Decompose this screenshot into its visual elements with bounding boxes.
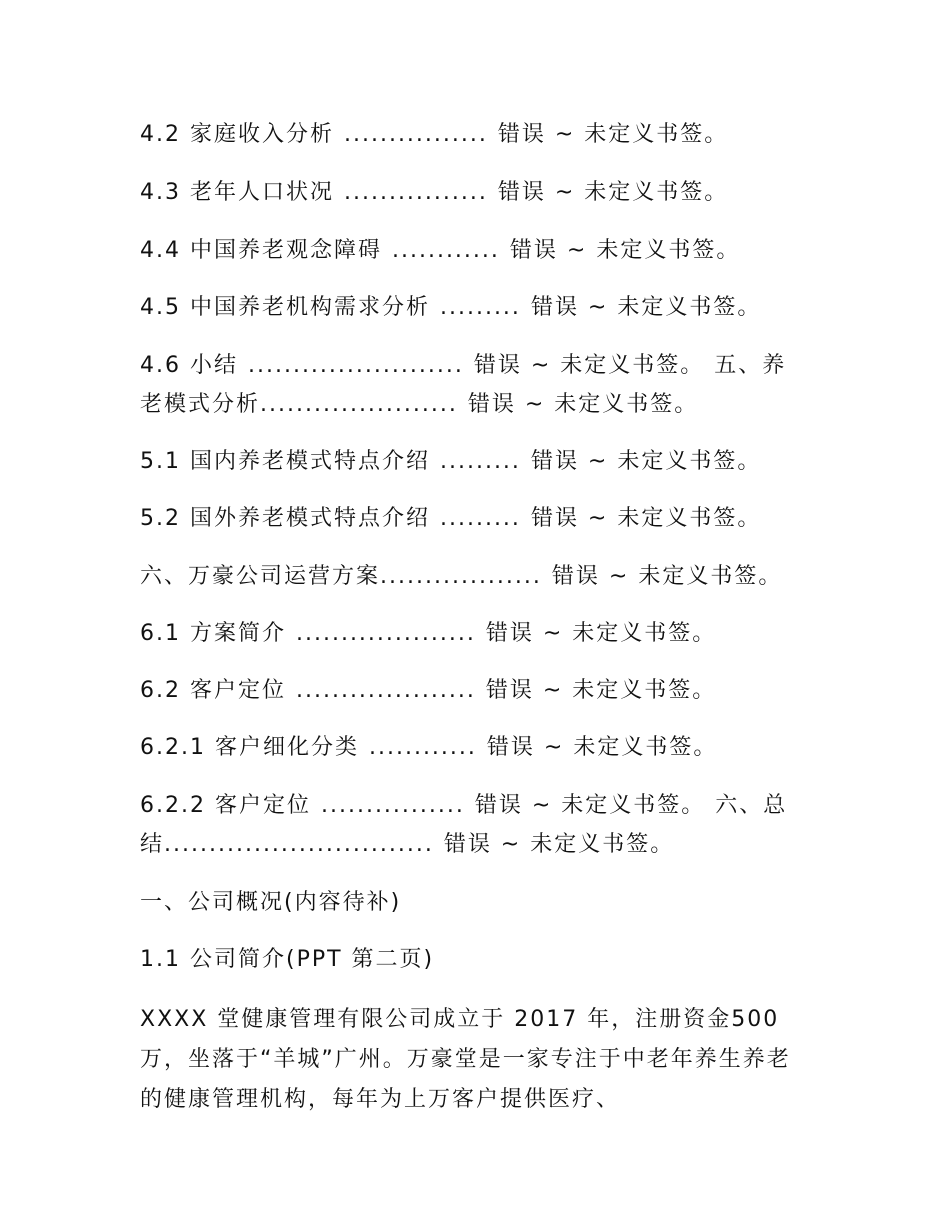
toc-entry-label: 4.3 老年人口状况 xyxy=(140,180,334,205)
toc-entry-tail: 六、总 xyxy=(715,793,788,818)
toc-entry[interactable] xyxy=(140,390,698,420)
toc-entry-label: 4.5 中国养老机构需求分析 xyxy=(140,295,430,320)
toc-entry-label: 六、万豪公司运营方案 xyxy=(140,564,381,589)
toc-entry-label: 4.4 中国养老观念障碍 xyxy=(140,238,382,263)
toc-leader: .................... xyxy=(295,621,476,646)
toc-entry-ref: 错误 ~ 未定义书签。 xyxy=(467,392,699,417)
toc-entry-label: 老模式分析 xyxy=(140,392,261,417)
toc-entry-ref: 错误 ~ 未定义书签。 xyxy=(530,506,762,531)
toc-leader: ................ xyxy=(343,122,488,147)
toc-entry[interactable] xyxy=(140,447,761,477)
toc-leader: .............................. xyxy=(164,832,434,857)
toc-entry-ref: 错误 ~ 未定义书签。 xyxy=(474,793,706,818)
toc-leader: ........................ xyxy=(247,353,464,378)
body-paragraph: XXXX 堂健康管理有限公司成立于 2017 年，注册资金500 万，坐落于“羊城”广州。万豪堂是一家专注于中老年养生养老的健康管理机构，每年为上万客户提供医疗、 xyxy=(140,1007,791,1112)
toc-entry-tail: 五、养 xyxy=(714,353,787,378)
toc-entry[interactable] xyxy=(140,562,782,592)
toc-entry-label: 6.2.2 客户定位 xyxy=(140,793,311,818)
toc-entry-label: 6.1 方案简介 xyxy=(140,621,286,646)
toc-leader: ............ xyxy=(391,238,500,263)
toc-entry[interactable] xyxy=(140,178,728,208)
toc-leader: .................... xyxy=(295,678,476,703)
toc-entry[interactable] xyxy=(140,120,728,150)
toc-entry-ref: 错误 ~ 未定义书签。 xyxy=(443,832,675,857)
toc-entry-ref: 错误 ~ 未定义书签。 xyxy=(485,621,717,646)
toc-entry[interactable] xyxy=(140,293,761,323)
section-heading: 一、公司概况(内容待补) xyxy=(140,890,402,915)
toc-entry-label: 6.2.1 客户细化分类 xyxy=(140,735,359,760)
subsection-heading: 1.1 公司简介(PPT 第二页) xyxy=(140,947,435,972)
toc-leader: ......... xyxy=(439,506,521,531)
toc-entry-label: 4.2 家庭收入分析 xyxy=(140,122,334,147)
toc-entry-label: 6.2 客户定位 xyxy=(140,678,286,703)
toc-leader: .................. xyxy=(380,564,542,589)
toc-leader: ............ xyxy=(368,735,477,760)
toc-entry[interactable] xyxy=(140,733,717,763)
toc-leader: ......... xyxy=(439,449,521,474)
toc-entry-ref: 错误 ~ 未定义书签。 xyxy=(473,353,705,378)
toc-entry-label: 5.1 国内养老模式特点介绍 xyxy=(140,449,430,474)
toc-entry[interactable] xyxy=(140,619,716,649)
toc-entry-ref: 错误 ~ 未定义书签。 xyxy=(530,449,762,474)
toc-entry-label: 5.2 国外养老模式特点介绍 xyxy=(140,506,430,531)
toc-entry-ref: 错误 ~ 未定义书签。 xyxy=(530,295,762,320)
toc-leader: ................ xyxy=(320,793,465,818)
toc-entry[interactable] xyxy=(140,830,674,860)
toc-entry-label: 结 xyxy=(140,832,165,857)
toc-entry-ref: 错误 ~ 未定义书签。 xyxy=(497,180,729,205)
toc-entry-ref: 错误 ~ 未定义书签。 xyxy=(485,678,717,703)
toc-entry-ref: 错误 ~ 未定义书签。 xyxy=(486,735,718,760)
toc-leader: ...................... xyxy=(260,392,458,417)
toc-entry[interactable] xyxy=(140,504,761,534)
toc-entry-ref: 错误 ~ 未定义书签。 xyxy=(509,238,741,263)
toc-entry[interactable] xyxy=(140,236,740,266)
toc-entry-ref: 错误 ~ 未定义书签。 xyxy=(551,564,783,589)
toc-leader: ................ xyxy=(343,180,488,205)
toc-entry[interactable] xyxy=(140,791,787,821)
toc-leader: ......... xyxy=(439,295,521,320)
toc-entry[interactable] xyxy=(140,351,786,381)
toc-entry-ref: 错误 ~ 未定义书签。 xyxy=(497,122,729,147)
toc-entry[interactable] xyxy=(140,676,716,706)
toc-entry-label: 4.6 小结 xyxy=(140,353,238,378)
